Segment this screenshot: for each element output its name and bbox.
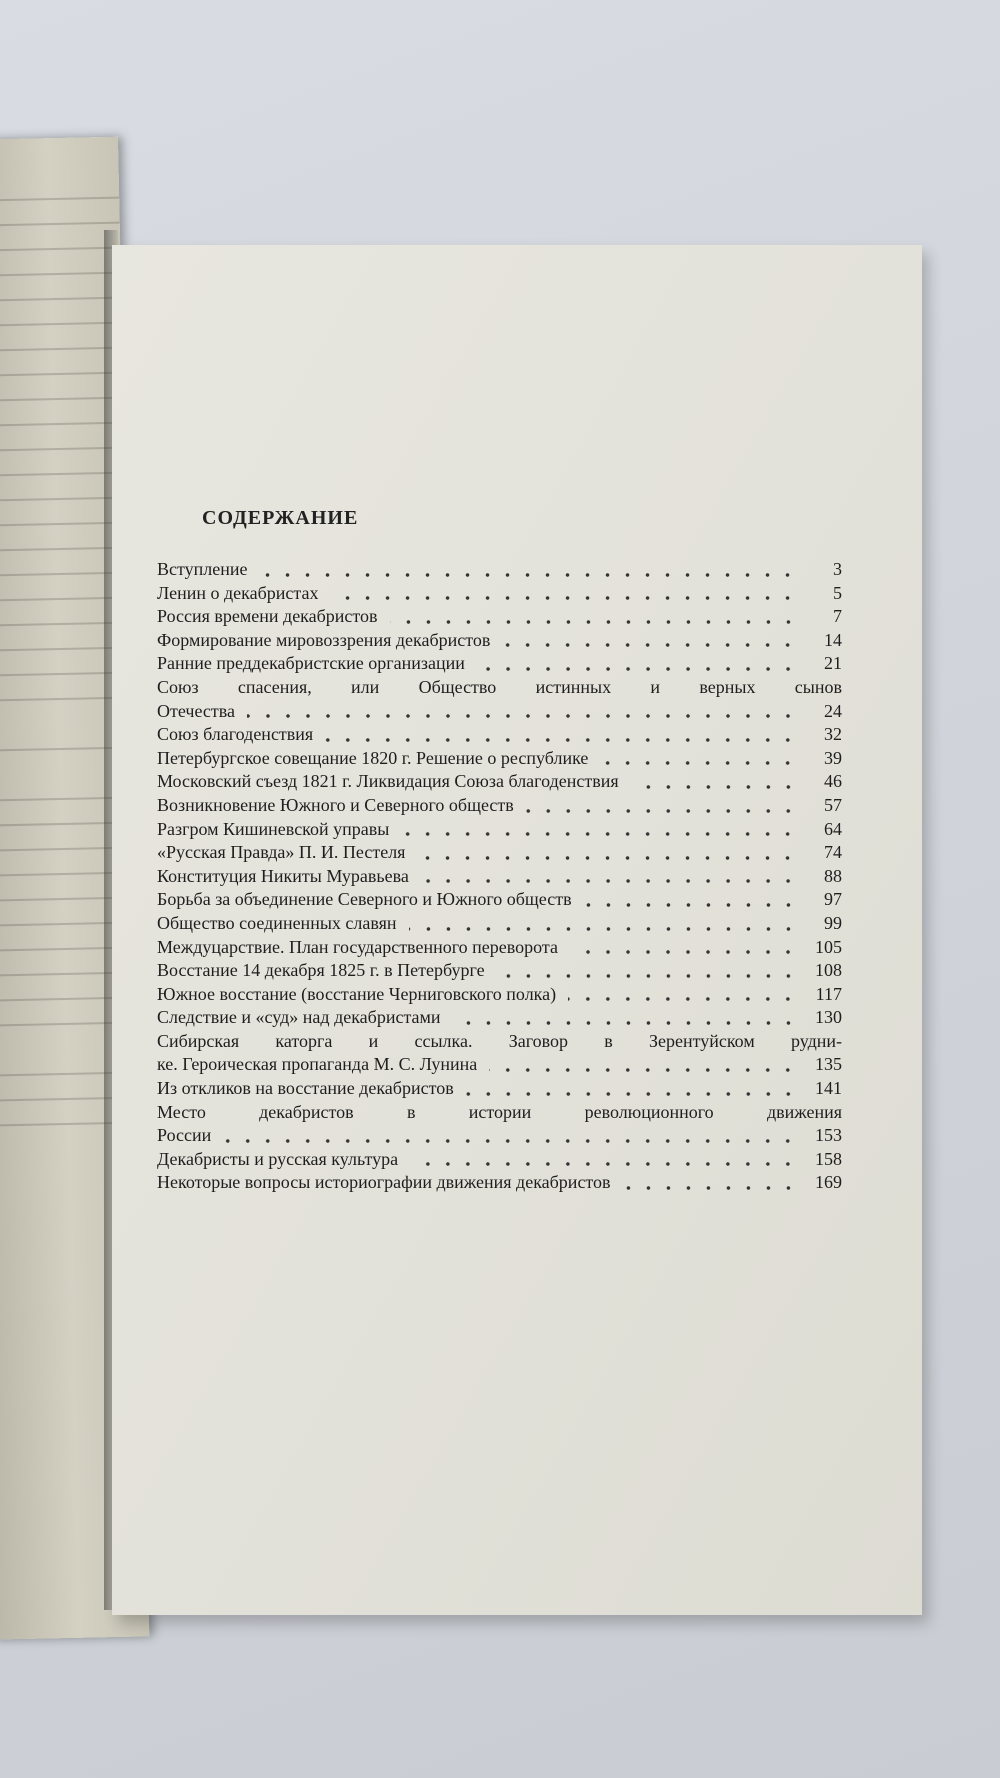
- dot-leader: [631, 784, 798, 790]
- toc-entry: [157, 865, 842, 889]
- toc-entry: [157, 1030, 842, 1077]
- toc-title: СОДЕРЖАНИЕ: [202, 507, 359, 529]
- dot-leader: [325, 737, 798, 743]
- toc-entry: [157, 1171, 842, 1195]
- toc-entry: [157, 676, 842, 723]
- toc-entry: [157, 959, 842, 983]
- toc-entry-label: России: [157, 1125, 212, 1146]
- toc-entry: [157, 818, 842, 842]
- toc-entry-label: Междуцарствие. План государственного переворота: [157, 936, 558, 957]
- dot-leader: [409, 926, 798, 932]
- dot-leader: [453, 1020, 798, 1026]
- toc-entry-label: Из откликов на восстание декабристов: [157, 1078, 454, 1099]
- dot-leader: [526, 808, 798, 814]
- toc-page: [112, 245, 922, 1615]
- toc-entry-page-number: 88: [824, 865, 842, 886]
- dot-leader: [497, 973, 798, 979]
- toc-entry-label: Общество соединенных славян: [157, 912, 397, 933]
- toc-entry-page-number: 158: [815, 1148, 842, 1169]
- toc-entry: [157, 723, 842, 747]
- toc-entry-page-number: 5: [833, 582, 842, 603]
- toc-entry-label: Следствие и «суд» над декабристами: [157, 1007, 441, 1028]
- toc-entry-label: Отечества: [157, 700, 236, 721]
- toc-entry-label: Конституция Никиты Муравьева: [157, 865, 409, 886]
- dot-leader: [584, 902, 798, 908]
- toc-entry-page-number: 169: [815, 1172, 842, 1193]
- toc-entry-label-line1: Сибирская каторга и ссылка. Заговор в Зерентуйском рудни-: [157, 1030, 842, 1051]
- toc-entry-page-number: 46: [824, 771, 842, 792]
- toc-entry-page-number: 32: [824, 724, 842, 745]
- toc-entry-label: Восстание 14 декабря 1825 г. в Петербурге: [157, 960, 485, 981]
- toc-entry-page-number: 141: [815, 1078, 842, 1099]
- dot-leader: [259, 572, 798, 578]
- toc-entry-page-number: 24: [824, 700, 842, 721]
- toc-entry-label: Ранние преддекабристские организации: [157, 653, 465, 674]
- toc-entry: [157, 983, 842, 1007]
- toc-entry: [157, 652, 842, 676]
- toc-entry: [157, 629, 842, 653]
- toc-entry-label: Южное восстание (восстание Черниговского полка): [157, 983, 557, 1004]
- toc-entry-page-number: 99: [824, 912, 842, 933]
- toc-entry-page-number: 97: [824, 889, 842, 910]
- toc-entry: [157, 1101, 842, 1148]
- toc-entry-page-number: 108: [815, 960, 842, 981]
- toc-entry: [157, 747, 842, 771]
- toc-entry-label: Ленин о декабристах: [157, 582, 319, 603]
- dot-leader: [502, 642, 798, 648]
- dot-leader: [390, 619, 798, 625]
- toc-entry-page-number: 39: [824, 747, 842, 768]
- toc-entry-label: Некоторые вопросы историографии движения декабристов: [157, 1172, 611, 1193]
- toc-entry-label: Борьба за объединение Северного и Южного обществ: [157, 889, 572, 910]
- dot-leader: [417, 855, 798, 861]
- dot-leader: [223, 1138, 798, 1144]
- dot-leader: [489, 1067, 798, 1073]
- toc-entry-page-number: 105: [815, 936, 842, 957]
- toc-entry: [157, 605, 842, 629]
- toc-entry: [157, 1006, 842, 1030]
- toc-list: [157, 558, 842, 1195]
- toc-entry-label: Московский съезд 1821 г. Ликвидация Союза благоденствия: [157, 771, 619, 792]
- toc-entry: [157, 1077, 842, 1101]
- toc-entry-label: Союз благоденствия: [157, 724, 314, 745]
- toc-entry: [157, 841, 842, 865]
- toc-entry: [157, 936, 842, 960]
- toc-entry: [157, 770, 842, 794]
- toc-entry-label-line1: Союз спасения, или Общество истинных и верных сынов: [157, 676, 842, 697]
- dot-leader: [466, 1091, 798, 1097]
- toc-entry-page-number: 3: [833, 559, 842, 579]
- dot-leader: [600, 760, 798, 766]
- toc-entry-page-number: 7: [833, 606, 842, 627]
- toc-entry: [157, 912, 842, 936]
- toc-entry: [157, 794, 842, 818]
- dot-leader: [568, 996, 798, 1002]
- dot-leader: [570, 949, 798, 955]
- toc-entry: [157, 558, 842, 582]
- toc-entry-label: Россия времени декабристов: [157, 606, 378, 627]
- toc-entry-page-number: 64: [824, 818, 842, 839]
- toc-entry-label: ке. Героическая пропаганда М. С. Лунина: [157, 1054, 478, 1075]
- toc-entry-label: Разгром Кишиневской управы: [157, 818, 390, 839]
- toc-entry-label: Формирование мировоззрения декабристов: [157, 629, 491, 650]
- dot-leader: [401, 831, 798, 837]
- dot-leader: [410, 1161, 798, 1167]
- toc-entry: [157, 1148, 842, 1172]
- toc-entry-page-number: 57: [824, 794, 842, 815]
- toc-entry: [157, 582, 842, 606]
- toc-entry-page-number: 135: [815, 1054, 842, 1075]
- dot-leader: [477, 666, 798, 672]
- toc-entry-page-number: 153: [815, 1125, 842, 1146]
- toc-entry-page-number: 117: [815, 983, 842, 1004]
- toc-entry-page-number: 130: [815, 1007, 842, 1028]
- toc-entry-label-line1: Место декабристов в истории революционного движения: [157, 1101, 842, 1122]
- toc-entry-label: Петербургское совещание 1820 г. Решение о республике: [157, 747, 589, 768]
- toc-entry-page-number: 14: [824, 629, 842, 650]
- toc-entry-page-number: 74: [824, 842, 842, 863]
- dot-leader: [330, 595, 798, 601]
- dot-leader: [623, 1185, 798, 1191]
- toc-entry-label: Возникновение Южного и Северного обществ: [157, 794, 514, 815]
- toc-entry-label: Вступление: [157, 559, 248, 579]
- toc-entry: [157, 888, 842, 912]
- toc-entry-label: «Русская Правда» П. И. Пестеля: [157, 842, 406, 863]
- toc-entry-page-number: 21: [824, 653, 842, 674]
- dot-leader: [247, 713, 798, 719]
- dot-leader: [421, 878, 798, 884]
- toc-entry-label: Декабристы и русская культура: [157, 1148, 399, 1169]
